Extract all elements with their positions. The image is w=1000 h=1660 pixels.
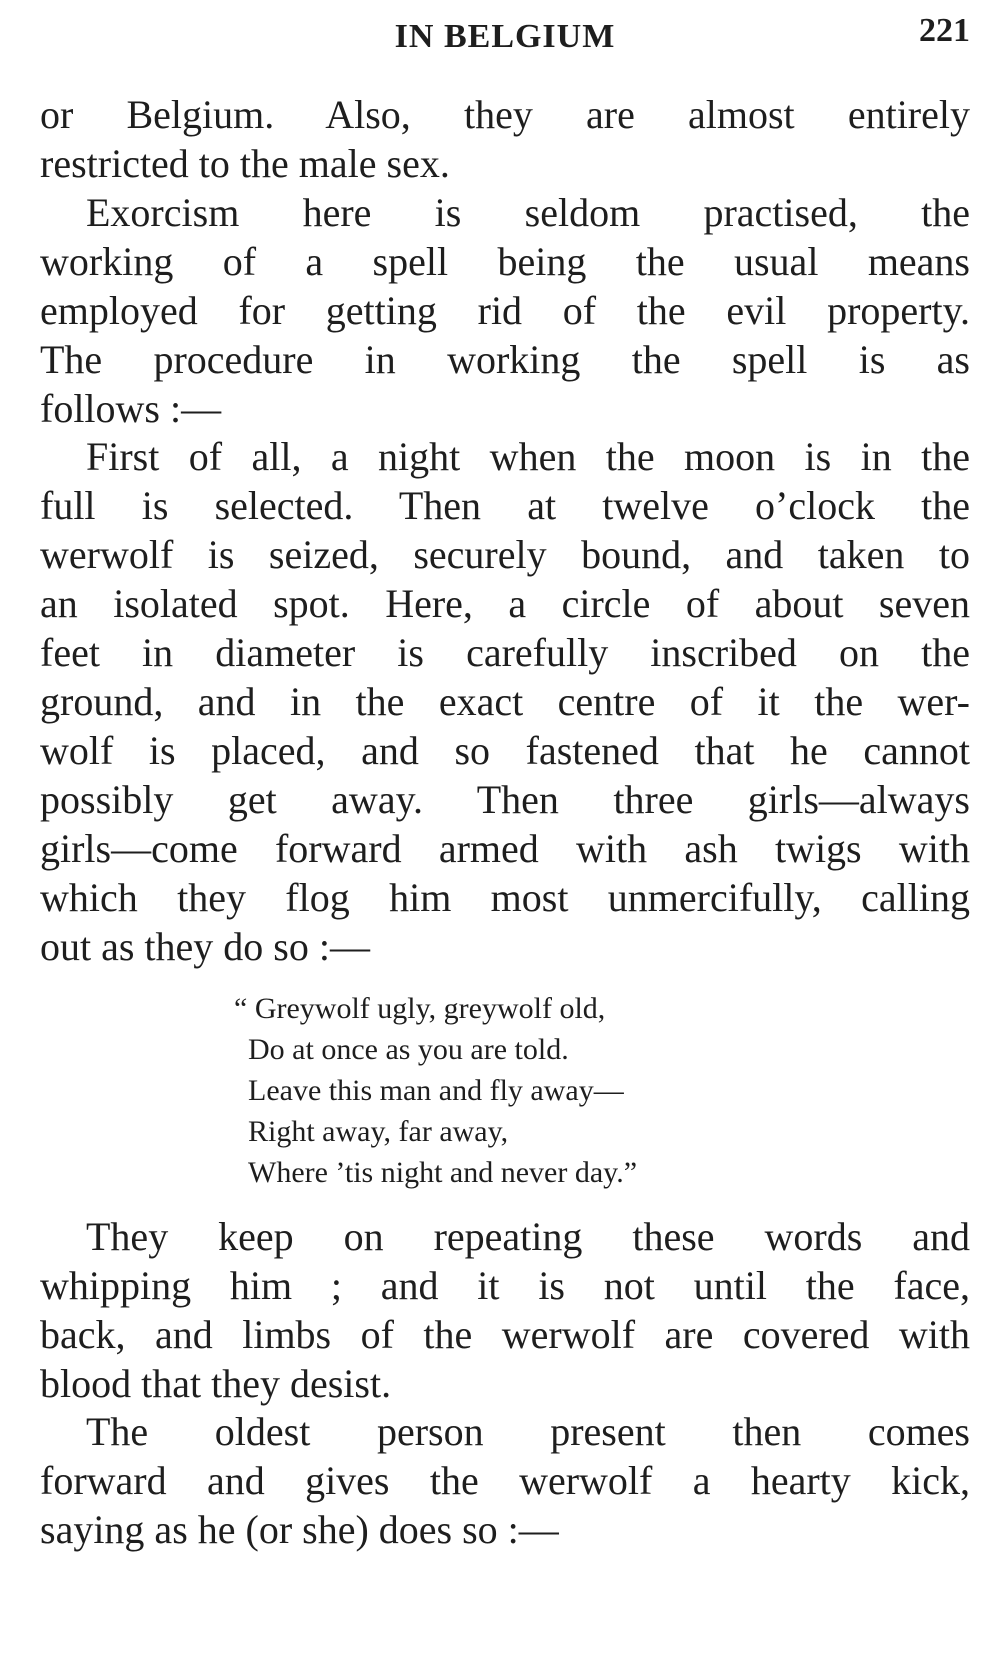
text-line: saying as he (or she) does so :— [40, 1507, 559, 1552]
text-line: back, and limbs of the werwolf are covered with [40, 1312, 970, 1357]
verse-line: Do at once as you are told. [248, 1033, 569, 1066]
text-line: follows :— [40, 386, 222, 431]
running-head [40, 8, 970, 64]
text-line: an isolated spot. Here, a circle of about seven [40, 581, 970, 626]
text-line: forward and gives the werwolf a hearty kick, [40, 1458, 970, 1503]
text-line: possibly get away. Then three girls—always [40, 777, 970, 822]
text-line: blood that they desist. [40, 1361, 392, 1406]
text-line: ground, and in the exact centre of it the wer- [40, 679, 970, 724]
verse-line: Leave this man and fly away— [248, 1074, 624, 1107]
text-line: or Belgium. Also, they are almost entirely [40, 92, 970, 137]
text-line: wolf is placed, and so fastened that he cannot [40, 728, 970, 773]
paragraph-first-line: They keep on repeating these words and [86, 1214, 970, 1259]
text-line: which they flog him most unmercifully, calling [40, 875, 970, 920]
page-number: 221 [919, 12, 970, 49]
text-line: employed for getting rid of the evil property. [40, 288, 970, 333]
verse-line: “ Greywolf ugly, greywolf old, [234, 992, 606, 1025]
text-line: working of a spell being the usual means [40, 239, 970, 284]
text-line: whipping him ; and it is not until the face, [40, 1263, 970, 1308]
text-line: restricted to the male sex. [40, 141, 450, 186]
text-line: feet in diameter is carefully inscribed on the [40, 630, 970, 675]
text-line: The procedure in working the spell is as [40, 337, 970, 382]
text-line: girls—come forward armed with ash twigs with [40, 826, 970, 871]
text-line: full is selected. Then at twelve o’clock the [40, 483, 970, 528]
paragraph-first-line: Exorcism here is seldom practised, the [86, 190, 970, 235]
running-title: IN BELGIUM [394, 18, 616, 55]
paragraph-first-line: The oldest person present then comes [86, 1409, 970, 1454]
text-line: out as they do so :— [40, 924, 370, 969]
paragraph-first-line: First of all, a night when the moon is in the [86, 434, 970, 479]
verse-line: Where ’tis night and never day.” [248, 1156, 638, 1189]
verse-line: Right away, far away, [248, 1115, 509, 1148]
text-line: werwolf is seized, securely bound, and taken to [40, 532, 970, 577]
